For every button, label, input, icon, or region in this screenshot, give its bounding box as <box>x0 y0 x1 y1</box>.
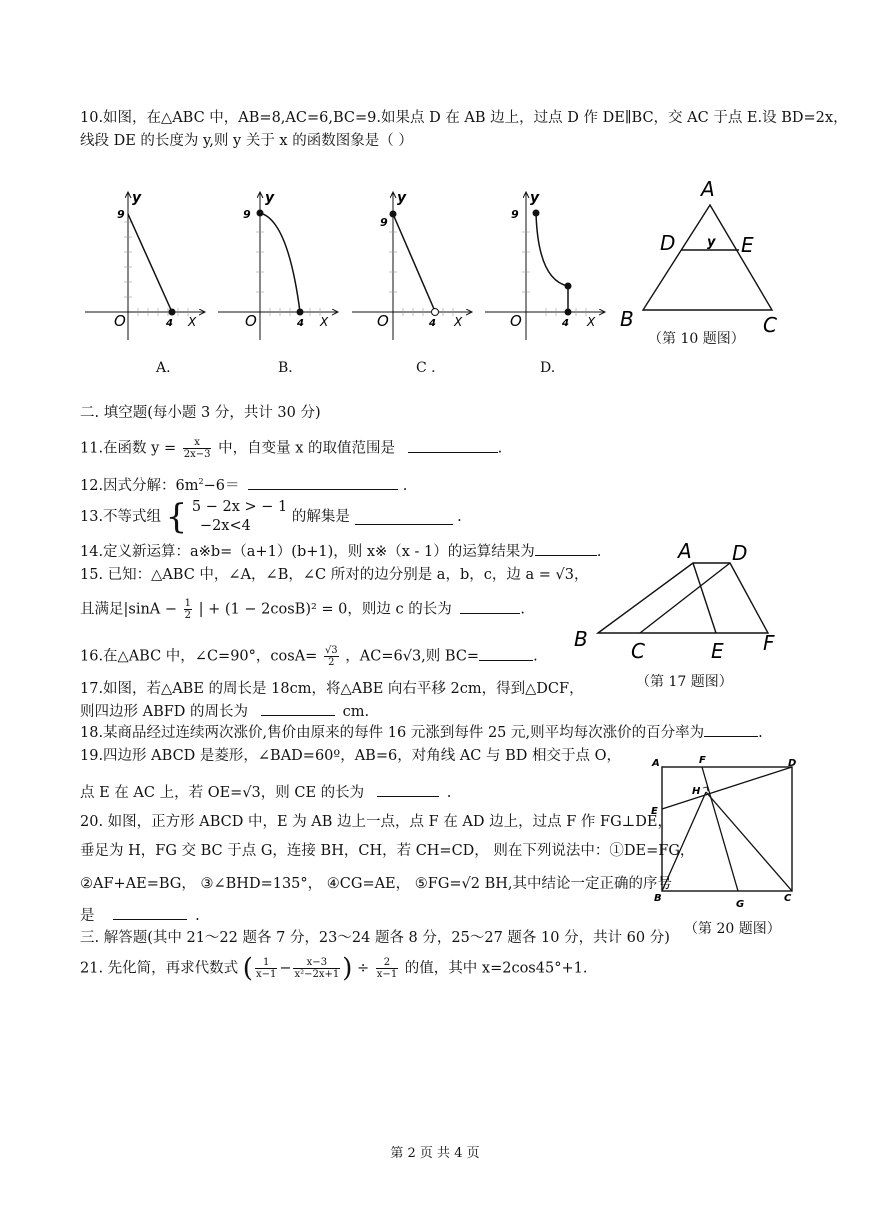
q16-blank <box>479 646 533 661</box>
q20-line3: ②AF+AE=BG， ③∠BHD=135°， ④CG=AE， ⑤FG=√2 BH,其中结论一定正确的序号 <box>80 876 673 892</box>
svg-text:C: C <box>631 639 645 663</box>
graph-b <box>218 190 338 340</box>
svg-text:4: 4 <box>429 318 436 329</box>
q10-line1: 10.如图，在△ABC 中，AB=8,AC=6,BC=9.如果点 D 在 AB 边上，过点 D 作 DE∥BC，交 AC 于点 E.设 BD=2x， <box>80 110 848 126</box>
svg-text:H: H <box>692 786 701 797</box>
q17-line1: 17.如图，若△ABE 的周长是 18cm，将△ABE 向右平移 2cm，得到△DCF， <box>80 681 584 697</box>
q17-caption: （第 17 题图） <box>636 674 733 690</box>
graph-a <box>85 190 205 340</box>
option-b: B. <box>278 360 293 376</box>
graph-d <box>485 190 605 340</box>
q17-figure <box>568 538 788 668</box>
section-3-title: 三. 解答题(其中 21～22 题各 7 分，23～24 题各 8 分，25～27 题各 10 分，共计 60 分) <box>80 930 670 946</box>
svg-text:O: O <box>510 312 522 330</box>
q16: 16.在△ABC 中，∠C=90°，cosA= $\frac{√3}{2}$ ，AC=6√3,则 BC= . <box>80 645 538 668</box>
svg-text:C: C <box>784 893 792 904</box>
q13-blank <box>355 510 453 525</box>
svg-text:A: A <box>701 180 715 201</box>
svg-text:F: F <box>763 631 775 655</box>
svg-text:X: X <box>454 315 463 329</box>
q21: 21. 先化简，再求代数式 ( $\frac{1}{x-1}$ − $\frac{x-3}{\text{x²−2x+1}}$ ) ÷ $\frac{2}{x-1}$ 的值，其中 x=2cos45°+1. <box>80 953 588 984</box>
svg-text:F: F <box>699 755 706 766</box>
q19-line2: 点 E 在 AC 上，若 OE=√3，则 CE 的长为 . <box>80 782 451 803</box>
q14: 14.定义新运算：a※b=（a+1）(b+1)，则 x※（x - 1）的运算结果为 . <box>80 541 601 562</box>
q20-blank <box>113 905 187 920</box>
svg-text:4: 4 <box>166 318 173 329</box>
svg-text:G: G <box>736 899 745 910</box>
q15-line2: 且满足|sinA − $\frac{1}{2}$ | + (1 − 2cosB)² = 0，则边 c 的长为 . <box>80 598 525 621</box>
svg-text:9: 9 <box>243 208 251 221</box>
option-d: D. <box>540 360 556 376</box>
svg-text:9: 9 <box>380 216 388 229</box>
q15-line1: 15. 已知：△ABC 中，∠A，∠B，∠C 所对的边分别是 a，b，c，边 a = √3， <box>80 567 589 583</box>
q18-blank <box>704 722 758 737</box>
svg-text:E: E <box>651 806 658 817</box>
svg-text:E: E <box>711 639 724 663</box>
svg-text:X: X <box>188 315 197 329</box>
q12: 12.因式分解：$6m^2-6=$ . <box>80 472 407 496</box>
svg-text:X: X <box>587 315 596 329</box>
svg-text:4: 4 <box>562 318 569 329</box>
section-2-title: 二. 填空题(每小题 3 分，共计 30 分) <box>80 405 321 421</box>
svg-text:A: A <box>678 539 692 563</box>
svg-text:D: D <box>732 541 748 565</box>
q17-line2: 则四边形 ABFD 的周长为 cm. <box>80 701 369 722</box>
svg-text:4: 4 <box>297 318 304 329</box>
svg-text:y: y <box>132 190 142 206</box>
option-a: A. <box>156 360 171 376</box>
q10-graphs <box>80 180 870 350</box>
svg-text:O: O <box>114 312 126 330</box>
svg-text:C: C <box>763 313 777 337</box>
q20-line1: 20. 如图，正方形 ABCD 中，E 为 AB 边上一点，点 F 在 AD 边上，过点 F 作 FG⊥DE， <box>80 814 673 830</box>
svg-text:B: B <box>620 307 634 331</box>
q20-line4: 是 . <box>80 905 200 926</box>
q10-line2: 线段 DE 的长度为 y,则 y 关于 x 的函数图象是（ ） <box>80 133 413 149</box>
q13: 13.不等式组 { 5 − 2x > − 1 −2x<4 的解集是 . <box>80 497 462 537</box>
svg-text:B: B <box>574 627 588 651</box>
svg-text:X: X <box>320 315 329 329</box>
svg-text:9: 9 <box>511 208 519 221</box>
q19-blank <box>377 782 439 797</box>
q15-blank <box>460 599 520 614</box>
q11: 11.在函数 y = $\frac{x}{2x-3}$ 中，自变量 x 的取值范围是 . <box>80 437 503 460</box>
q18: 18.某商品经过连续两次涨价,售价由原来的每件 16 元涨到每件 25 元,则平均每次涨价的百分率为 . <box>80 722 763 743</box>
svg-text:9: 9 <box>117 208 125 221</box>
svg-text:E: E <box>741 233 754 257</box>
q11-blank <box>408 438 498 453</box>
q20-line2: 垂足为 H，FG 交 BC 于点 G，连接 BH，CH，若 CH=CD， 则在下列说法中：①DE=FG， <box>80 843 695 859</box>
svg-text:O: O <box>245 312 257 330</box>
q19-line1: 19.四边形 ABCD 是菱形，∠BAD=60º，AB=6，对角线 AC 与 BD 相交于点 O， <box>80 748 621 764</box>
svg-text:y: y <box>397 190 407 206</box>
svg-text:y: y <box>265 190 275 206</box>
graph-c <box>352 190 472 340</box>
q10-triangle <box>620 180 777 337</box>
svg-text:D: D <box>660 231 676 255</box>
q10-caption: （第 10 题图） <box>648 331 745 347</box>
q20-caption: （第 20 题图） <box>684 921 781 937</box>
option-c: C . <box>416 360 436 376</box>
svg-text:y: y <box>707 235 716 250</box>
svg-text:D: D <box>788 758 797 769</box>
svg-text:y: y <box>530 190 540 206</box>
svg-text:A: A <box>652 758 660 769</box>
svg-text:B: B <box>654 893 662 904</box>
q12-blank <box>248 475 398 490</box>
page-footer: 第 2 页 共 4 页 <box>390 1146 480 1161</box>
svg-text:O: O <box>377 312 389 330</box>
q17-blank <box>261 701 335 716</box>
